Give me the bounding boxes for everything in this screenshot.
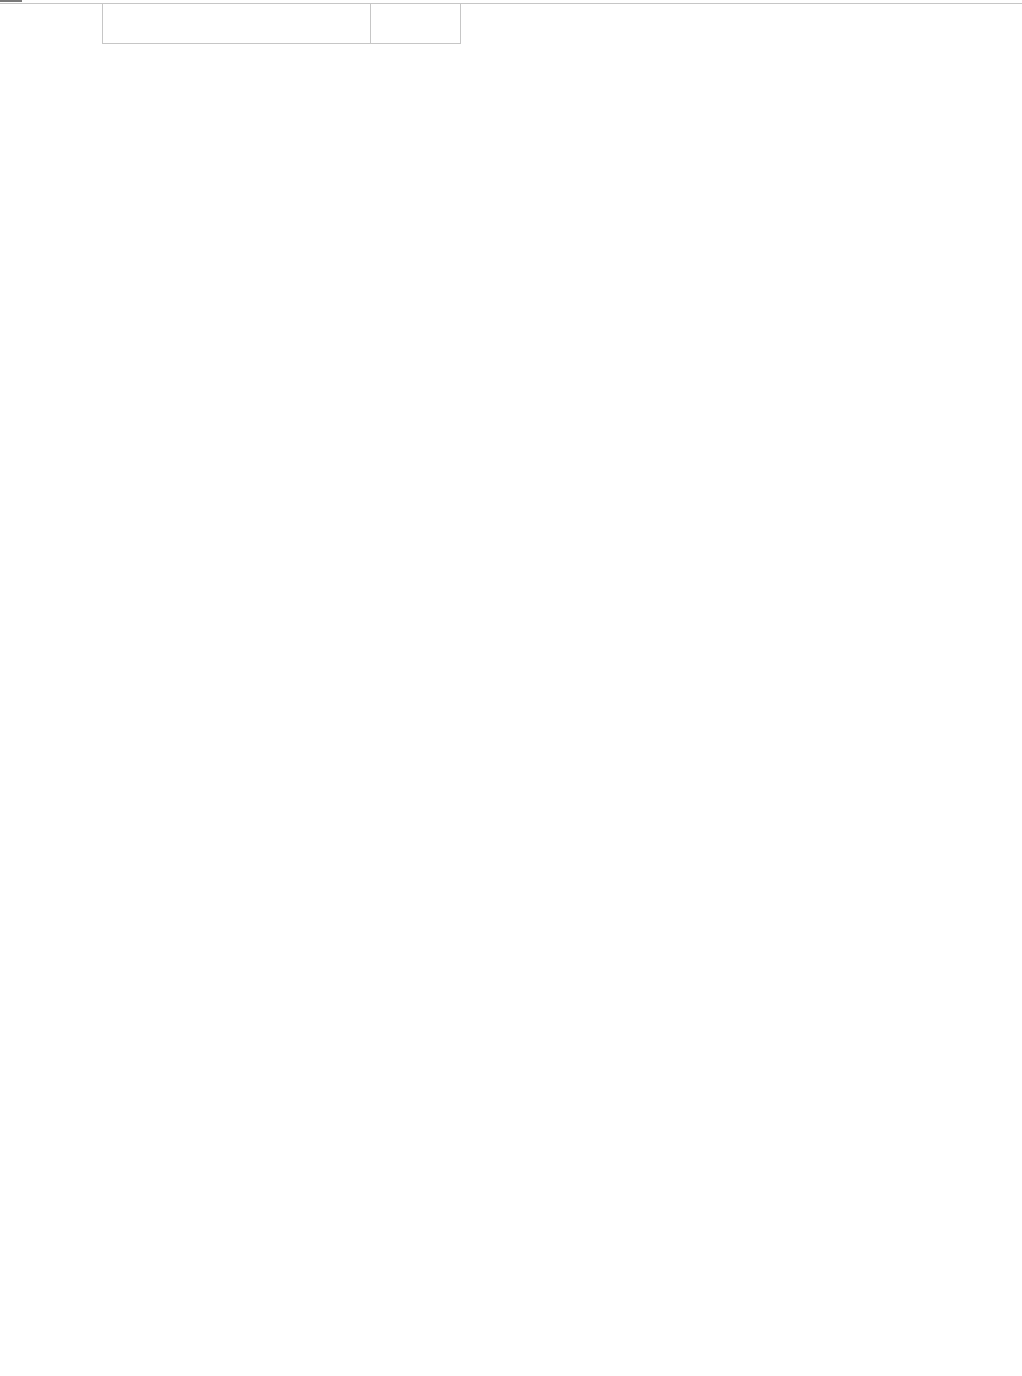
driver-column-header xyxy=(103,4,371,44)
rank-column-header xyxy=(25,4,103,44)
cropped-row-below-gridlines xyxy=(0,1372,1022,1376)
points-column-header xyxy=(371,4,461,44)
standings-table xyxy=(25,4,1003,1372)
cropped-row-above-gridlines xyxy=(0,0,1022,4)
